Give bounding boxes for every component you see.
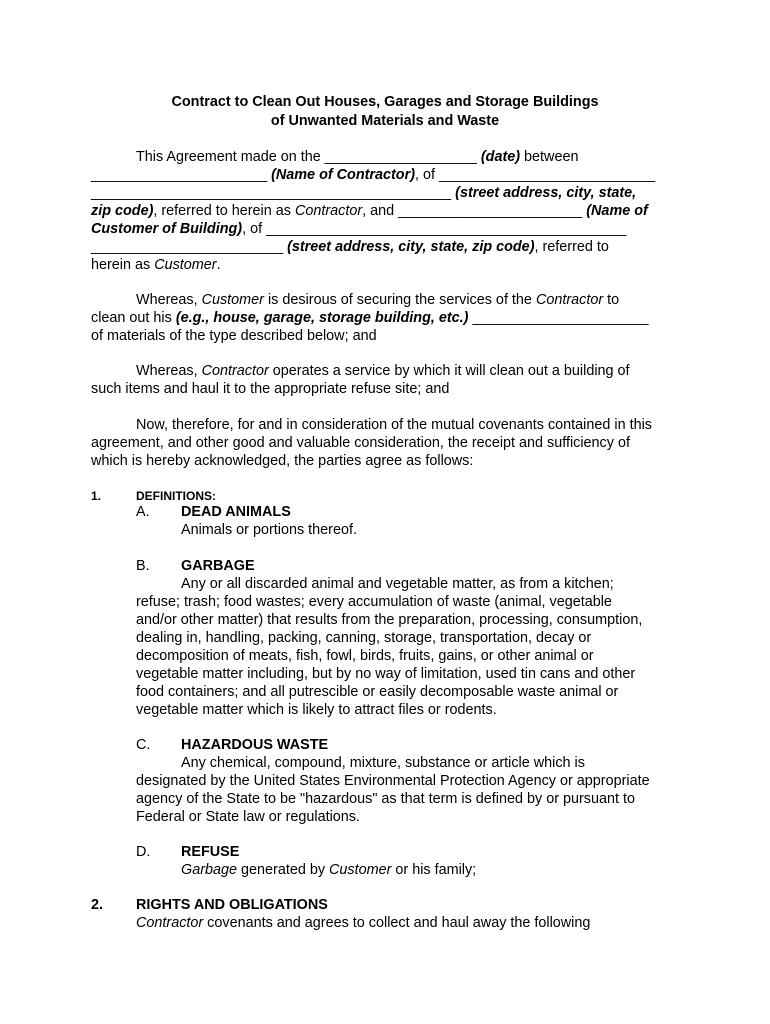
intro-line-2: ______________________ (Name of Contractor), of ___________________________	[91, 167, 656, 183]
def-b-line: vegetable matter including, but by no way of limitation, used tin cans and other	[136, 666, 636, 682]
def-c-line: agency of the State to be "hazardous" as that term is defined by or pursuant to	[136, 791, 635, 807]
intro-line-1: This Agreement made on the ___________________ (date) between	[136, 149, 579, 165]
def-c-line: Federal or State law or regulations.	[136, 809, 360, 825]
whereas1-line-1: Whereas, Customer is desirous of securing the services of the Contractor to	[136, 292, 620, 308]
intro-line-7: herein as Customer.	[91, 257, 221, 273]
whereas2-line-1: Whereas, Contractor operates a service by which it will clean out a building of	[136, 363, 630, 379]
intro-line-6: ________________________ (street address, city, state, zip code), referred to	[91, 239, 609, 255]
def-d-text: Garbage generated by Customer or his family;	[181, 862, 477, 878]
def-b-line: Any or all discarded animal and vegetable matter, as from a kitchen;	[181, 576, 614, 592]
def-b-line: refuse; trash; food wastes; every accumulation of waste (animal, vegetable	[136, 594, 612, 610]
whereas1-line-3: of materials of the type described below; and	[91, 328, 377, 344]
def-d-title: REFUSE	[181, 844, 240, 860]
def-c-letter: C.	[136, 737, 151, 753]
whereas1-line-2: clean out his (e.g., house, garage, storage building, etc.) ______________________	[91, 310, 649, 326]
def-b-line: vegetable matter which is likely to attract files or rodents.	[136, 702, 497, 718]
intro-line-4: zip code), referred to herein as Contractor, and _______________________ (Name of	[91, 203, 648, 219]
now-therefore-line-3: which is hereby acknowledged, the parties agree as follows:	[91, 453, 474, 469]
def-b-letter: B.	[136, 558, 150, 574]
def-b-line: food containers; and all putrescible or easily decomposable waste animal or	[136, 684, 619, 700]
section1-number: 1.	[91, 489, 102, 503]
def-b-title: GARBAGE	[181, 558, 255, 574]
def-b-line: dealing in, handling, packing, canning, storage, transportation, decay or	[136, 630, 592, 646]
whereas2-line-2: such items and haul it to the appropriate refuse site; and	[91, 381, 450, 397]
section1-heading: DEFINITIONS:	[136, 489, 216, 503]
now-therefore-line-2: agreement, and other good and valuable consideration, the receipt and sufficiency of	[91, 435, 630, 451]
def-c-line: designated by the United States Environmental Protection Agency or appropriate	[136, 773, 650, 789]
intro-line-3: _____________________________________________ (street address, city, state,	[91, 185, 637, 201]
def-a-letter: A.	[136, 504, 150, 520]
def-b-line: and/or other matter) that results from the preparation, processing, consumption,	[136, 612, 643, 628]
def-d-letter: D.	[136, 844, 151, 860]
def-b-line: decomposition of meats, fish, fowl, birds, fruits, gains, or other animal or	[136, 648, 594, 664]
def-a-text: Animals or portions thereof.	[181, 522, 357, 538]
section2-number: 2.	[91, 897, 104, 913]
def-a-title: DEAD ANIMALS	[181, 504, 291, 520]
document-title-line2: of Unwanted Materials and Waste	[270, 113, 500, 129]
section2-heading: RIGHTS AND OBLIGATIONS	[136, 897, 328, 913]
section2-line-1: Contractor covenants and agrees to collect and haul away the following	[136, 915, 591, 931]
intro-line-5: Customer of Building), of _____________________________________________	[91, 221, 627, 237]
def-c-title: HAZARDOUS WASTE	[181, 737, 329, 753]
def-c-line: Any chemical, compound, mixture, substance or article which is	[181, 755, 585, 771]
now-therefore-line-1: Now, therefore, for and in consideration of the mutual covenants contained in this	[136, 417, 652, 433]
document-title-line1: Contract to Clean Out Houses, Garages and Storage Buildings	[171, 94, 599, 110]
